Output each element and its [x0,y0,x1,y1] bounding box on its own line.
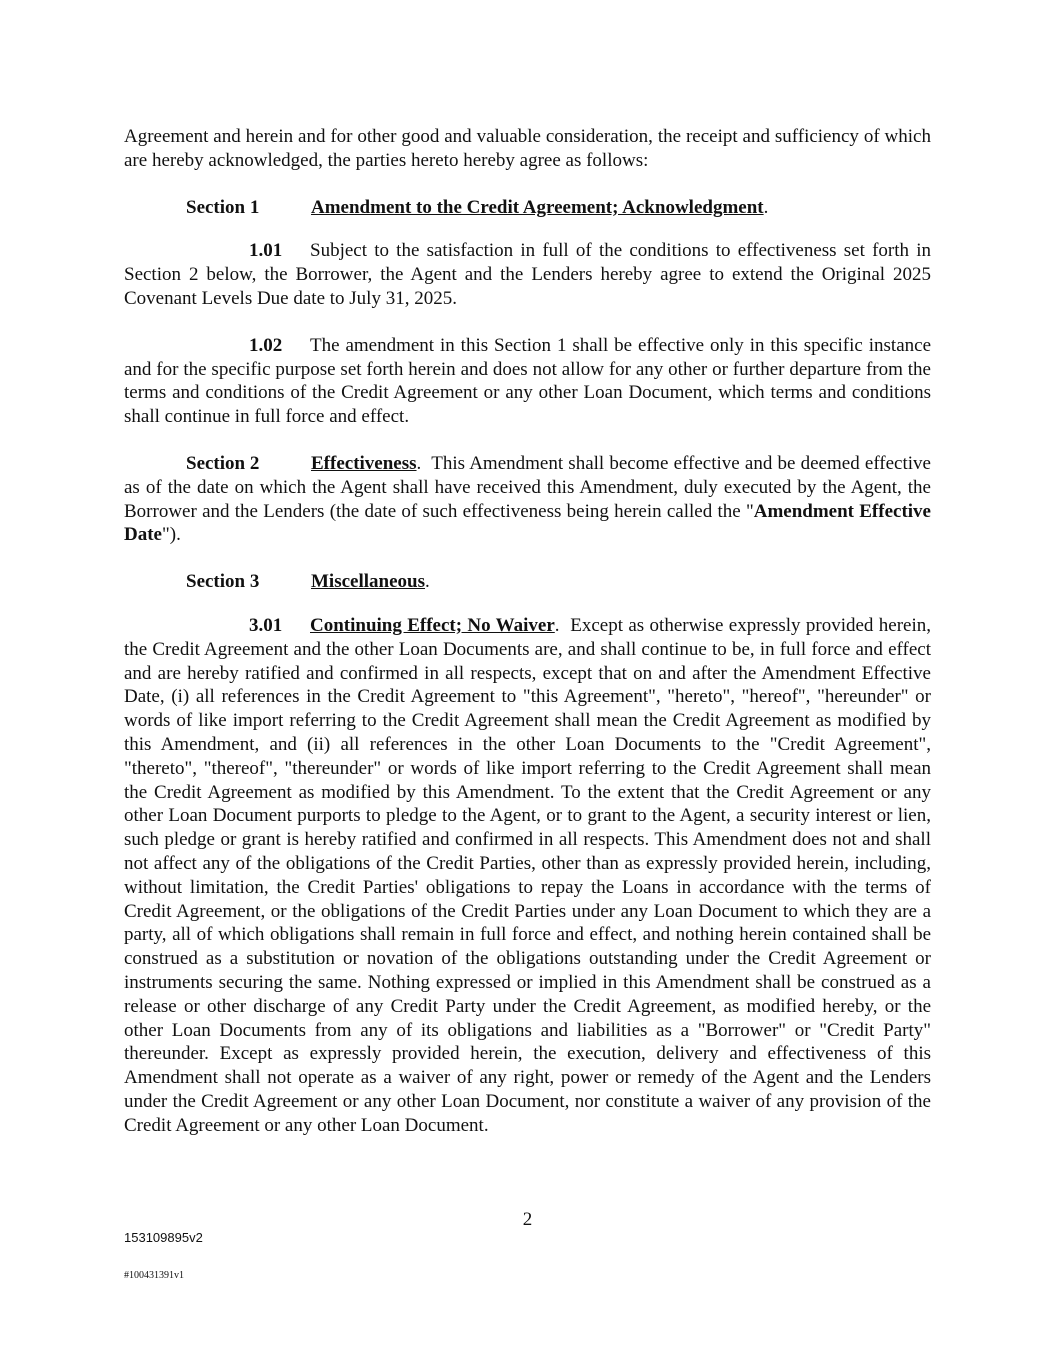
section-2-number: Section 2 [186,452,260,474]
page-number: 2 [522,1209,533,1230]
section-3-title: Miscellaneous [311,571,425,593]
document-id-small: #100431391v1 [124,1270,184,1281]
section-1-heading: Section 1 Amendment to the Credit Agreement; Acknowledgment. [186,196,769,218]
paragraph-1-02-text: The amendment in this Section 1 shall be effective only in this specific instance and for the specific purpose set forth herein and does not allow for any other or further departure from the terms and conditions of the Credit Agreement or any other Loan Document, which terms and conditions shall continue in full force and effect. [124,334,931,428]
paragraph-3-01-text: Except as otherwise expressly provided herein, the Credit Agreement and the other Loan Documents are, and shall continue to be, in full force and effect and are hereby ratified and confirmed in all respects, except that on and after the Amendment Effective Date, (i) all references in the Credit Agreement to "this Agreement", "hereto", "hereof", "hereunder" or words of like import referring to the Credit Agreement shall mean the Credit Agreement as modified by this Amendment, and (ii) all references in the other Loan Documents to the "Credit Agreement", "thereto", "thereof", "thereunder" or words of like import referring to the Credit Agreement shall mean the Credit Agreement as modified by this Amendment. To the extent that the Credit Agreement or any other Loan Document purports to pledge to the Agent, or to grant to the Agent, a security interest or lien, such pledge or grant is hereby ratified and confirmed in all respects. This Amendment does not and shall not affect any of the obligations of the Credit Parties, other than as expressly provided herein, including, without limitation, the Credit Parties' obligations to repay the Loans in accordance with the terms of Credit Agreement, or the obligations of the Credit Parties under any Loan Document to which they are a party, all of which obligations shall remain in full force and effect, and nothing herein contained shall be construed as a substitution or novation of the obligations outstanding under the Credit Agreement or instruments securing the same. Nothing expressed or implied in this Amendment shall be construed as a release or other discharge of any Credit Party under the Credit Agreement, as modified hereby, or the other Loan Documents from any of its obligations and liabilities as a "Borrower" or "Credit Party" thereunder. Except as expressly provided herein, the execution, delivery and effectiveness of this Amendment shall not operate as a waiver of any right, power or remedy of the Agent and the Lenders under the Credit Agreement or any other Loan Document, nor constitute a waiver of any provision of the Credit Agreement or any other Loan Document. [124,614,932,1136]
paragraph-3-01-number: 3.01 [249,614,283,636]
section-1-number: Section 1 [186,196,260,218]
paragraph-1-01-number: 1.01 [249,240,283,262]
paragraph-3-01-title: Continuing Effect; No Waiver [310,614,555,636]
paragraph-1-01-text: Subject to the satisfaction in full of the conditions to effectiveness set forth in Section 2 below, the Borrower, the Agent and the Lenders hereby agree to extend the Original 2025 Covenant Levels Due date to July 31, 2025. [124,240,931,309]
document-id: 153109895v2 [124,1230,203,1245]
section-2-text: This Amendment shall become effective and be deemed effective as of the date on which the Agent shall have received this Amendment, duly executed by the Agent, the Borrower and the Lenders (the date of such effectiveness being herein called the " [124,452,931,522]
intro-paragraph: Agreement and herein and for other good and valuable consideration, the receipt and sufficiency of which are hereby acknowledged, the parties hereto hereby agree as follows: [124,126,931,171]
section-3-number: Section 3 [186,571,260,593]
document-body [124,125,931,1160]
defined-term-amendment-effective-date: Amendment Effective Date [124,500,931,546]
paragraph-1-02 [124,334,931,429]
section-2-title: Effectiveness [311,452,417,474]
paragraph-3-01: 3.01 Continuing Effect; No Waiver. Except as otherwise expressly provided herein, the Credit Agreement and the other Loan Documents are, and shall continue to be, in full force and effect and are hereby ratified and confirmed in all respects, except that on and after the Amendment Effective Date, (i) all references in the Credit Agreement to "this Agreement", "hereto", "hereof", "hereunder" or words of like import referring to the Credit Agreement shall mean the Credit Agreement as modified by this Amendment, and (ii) all references in the other Loan Documents to the "Credit Agreement", "thereto", "thereof", "thereunder" or words of like import referring to the Credit Agreement shall mean the Credit Agreement as modified by this Amendment. To the extent that the Credit Agreement or any other Loan Document purports to pledge to the Agent, or to grant to the Agent, a security interest or lien, such pledge or grant is hereby ratified and confirmed in all respects. This Amendment does not and shall not affect any of the obligations of the Credit Parties, other than as expressly provided herein, including, without limitation, the Credit Parties' obligations to repay the Loans in accordance with the terms of Credit Agreement, or the obligations of the Credit Parties under any Loan Document to which they are a party, all of which obligations shall remain in full force and effect, and nothing herein contained shall be construed as a substitution or novation of the obligations outstanding under the Credit Agreement or instruments securing the same. Nothing expressed or implied in this Amendment shall be construed as a release or other discharge of any Credit Party under the Credit Agreement, as modified hereby, or the other Loan Documents from any of its obligations and liabilities as a "Borrower" or "Credit Party" thereunder. Except as expressly provided herein, the execution, delivery and effectiveness of this Amendment shall not operate as a waiver of any right, power or remedy of the Agent and the Lenders under the Credit Agreement or any other Loan Document, nor constitute a waiver of any provision of the Credit Agreement or any other Loan Document. [124,614,932,1136]
section-2-paragraph: Section 2 Effectiveness. This Amendment shall become effective and be deemed effective as of the date on which the Agent shall have received this Amendment, duly executed by the Agent, the Borrower and the Lenders (the date of such effectiveness being herein called the "Amendment Effective Date"). [124,452,931,546]
section-1-title: Amendment to the Credit Agreement; Acknowledgment [311,196,764,218]
section-2-text-end: "). [161,524,181,546]
section-3-heading: Section 3 Miscellaneous. [186,571,430,593]
paragraph-1-01 [124,239,931,310]
paragraph-1-02-number: 1.02 [249,334,283,356]
